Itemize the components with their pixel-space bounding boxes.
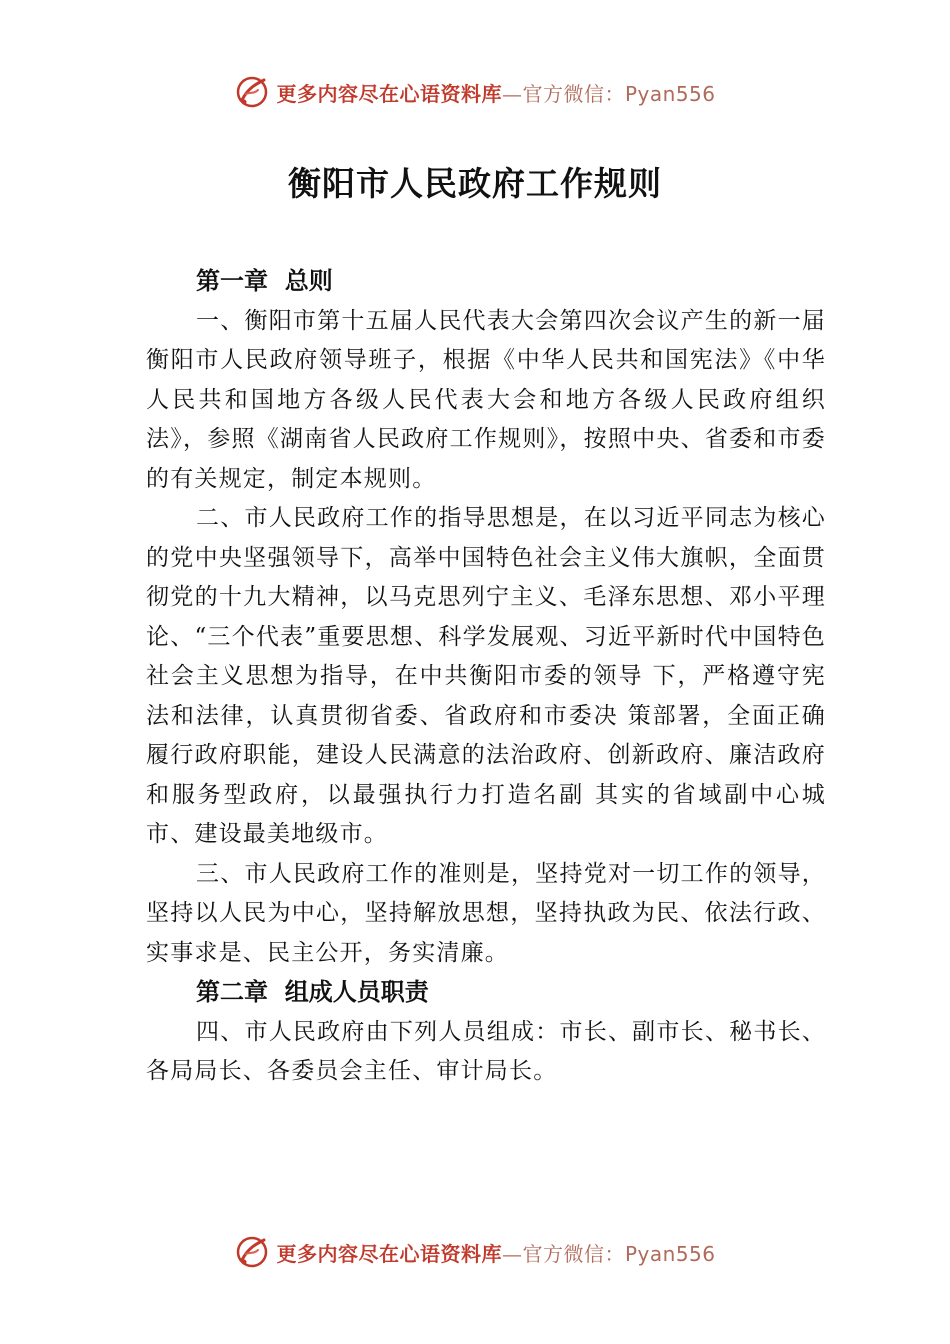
footer-banner-label: —官方微信： [501,1241,625,1266]
paragraph-1: 一、衡阳市第十五届人民代表大会第四次会议产生的新一届衡阳市人民政府领导班子，根据《中华人民共和国宪法》《中华人民共和国地方各级人民代表大会和地方各级人民政府组织法》，参照《湖南省人民政府工作规则》，按照中央、省委和市委的有关规定，制定本规则。 [146,307,826,492]
footer-watermark-banner [0,1232,950,1272]
chapter-heading-1: 第一章 总则 [196,267,333,295]
paragraph-2: 二、市人民政府工作的指导思想是，在以习近平同志为核心的党中央坚强领导下，高举中国特色社会主义伟大旗帜，全面贯彻党的十九大精神，以马克思列宁主义、毛泽东思想、邓小平理论、“三个代表”重要思想、科学发展观、习近平新时代中国特色社会主义思想为指导，在中共衡阳市委的领导 下，严格遵守宪法和法律，认真贯彻省委、省政府和市委决 策部署，全面正确履行政府职能，建设人民满意的法治政府、创新政府、廉洁政府和服务型政府，以最强执行力打造名副 其实的省域副中心城市、建设最美地级市。 [146,505,826,847]
paragraph-4: 四、市人民政府由下列人员组成：市长、副市长、秘书长、各局局长、各委员会主任、审计局长。 [146,1018,826,1084]
footer-banner-wechat-id: Pyan556 [624,1241,716,1266]
ink-brush-logo-icon [234,1234,270,1270]
document-title: 衡阳市人民政府工作规则 [288,164,662,203]
header-banner-wechat-id: Pyan556 [624,81,716,106]
chapter-heading-2: 第二章 组成人员职责 [196,978,429,1006]
footer-banner-site: 更多内容尽在心语资料库 [276,1241,502,1266]
header-watermark-banner [0,72,950,112]
header-banner-label: —官方微信： [501,81,625,106]
header-banner-site: 更多内容尽在心语资料库 [276,81,502,106]
document-body [146,262,826,1092]
header-banner-text [276,78,715,107]
footer-banner-text [276,1238,715,1267]
paragraph-3: 三、市人民政府工作的准则是，坚持党对一切工作的领导，坚持以人民为中心，坚持解放思想，坚持执政为民、依法行政、实事求是、民主公开，务实清廉。 [146,860,826,966]
ink-brush-logo-icon [234,74,270,110]
